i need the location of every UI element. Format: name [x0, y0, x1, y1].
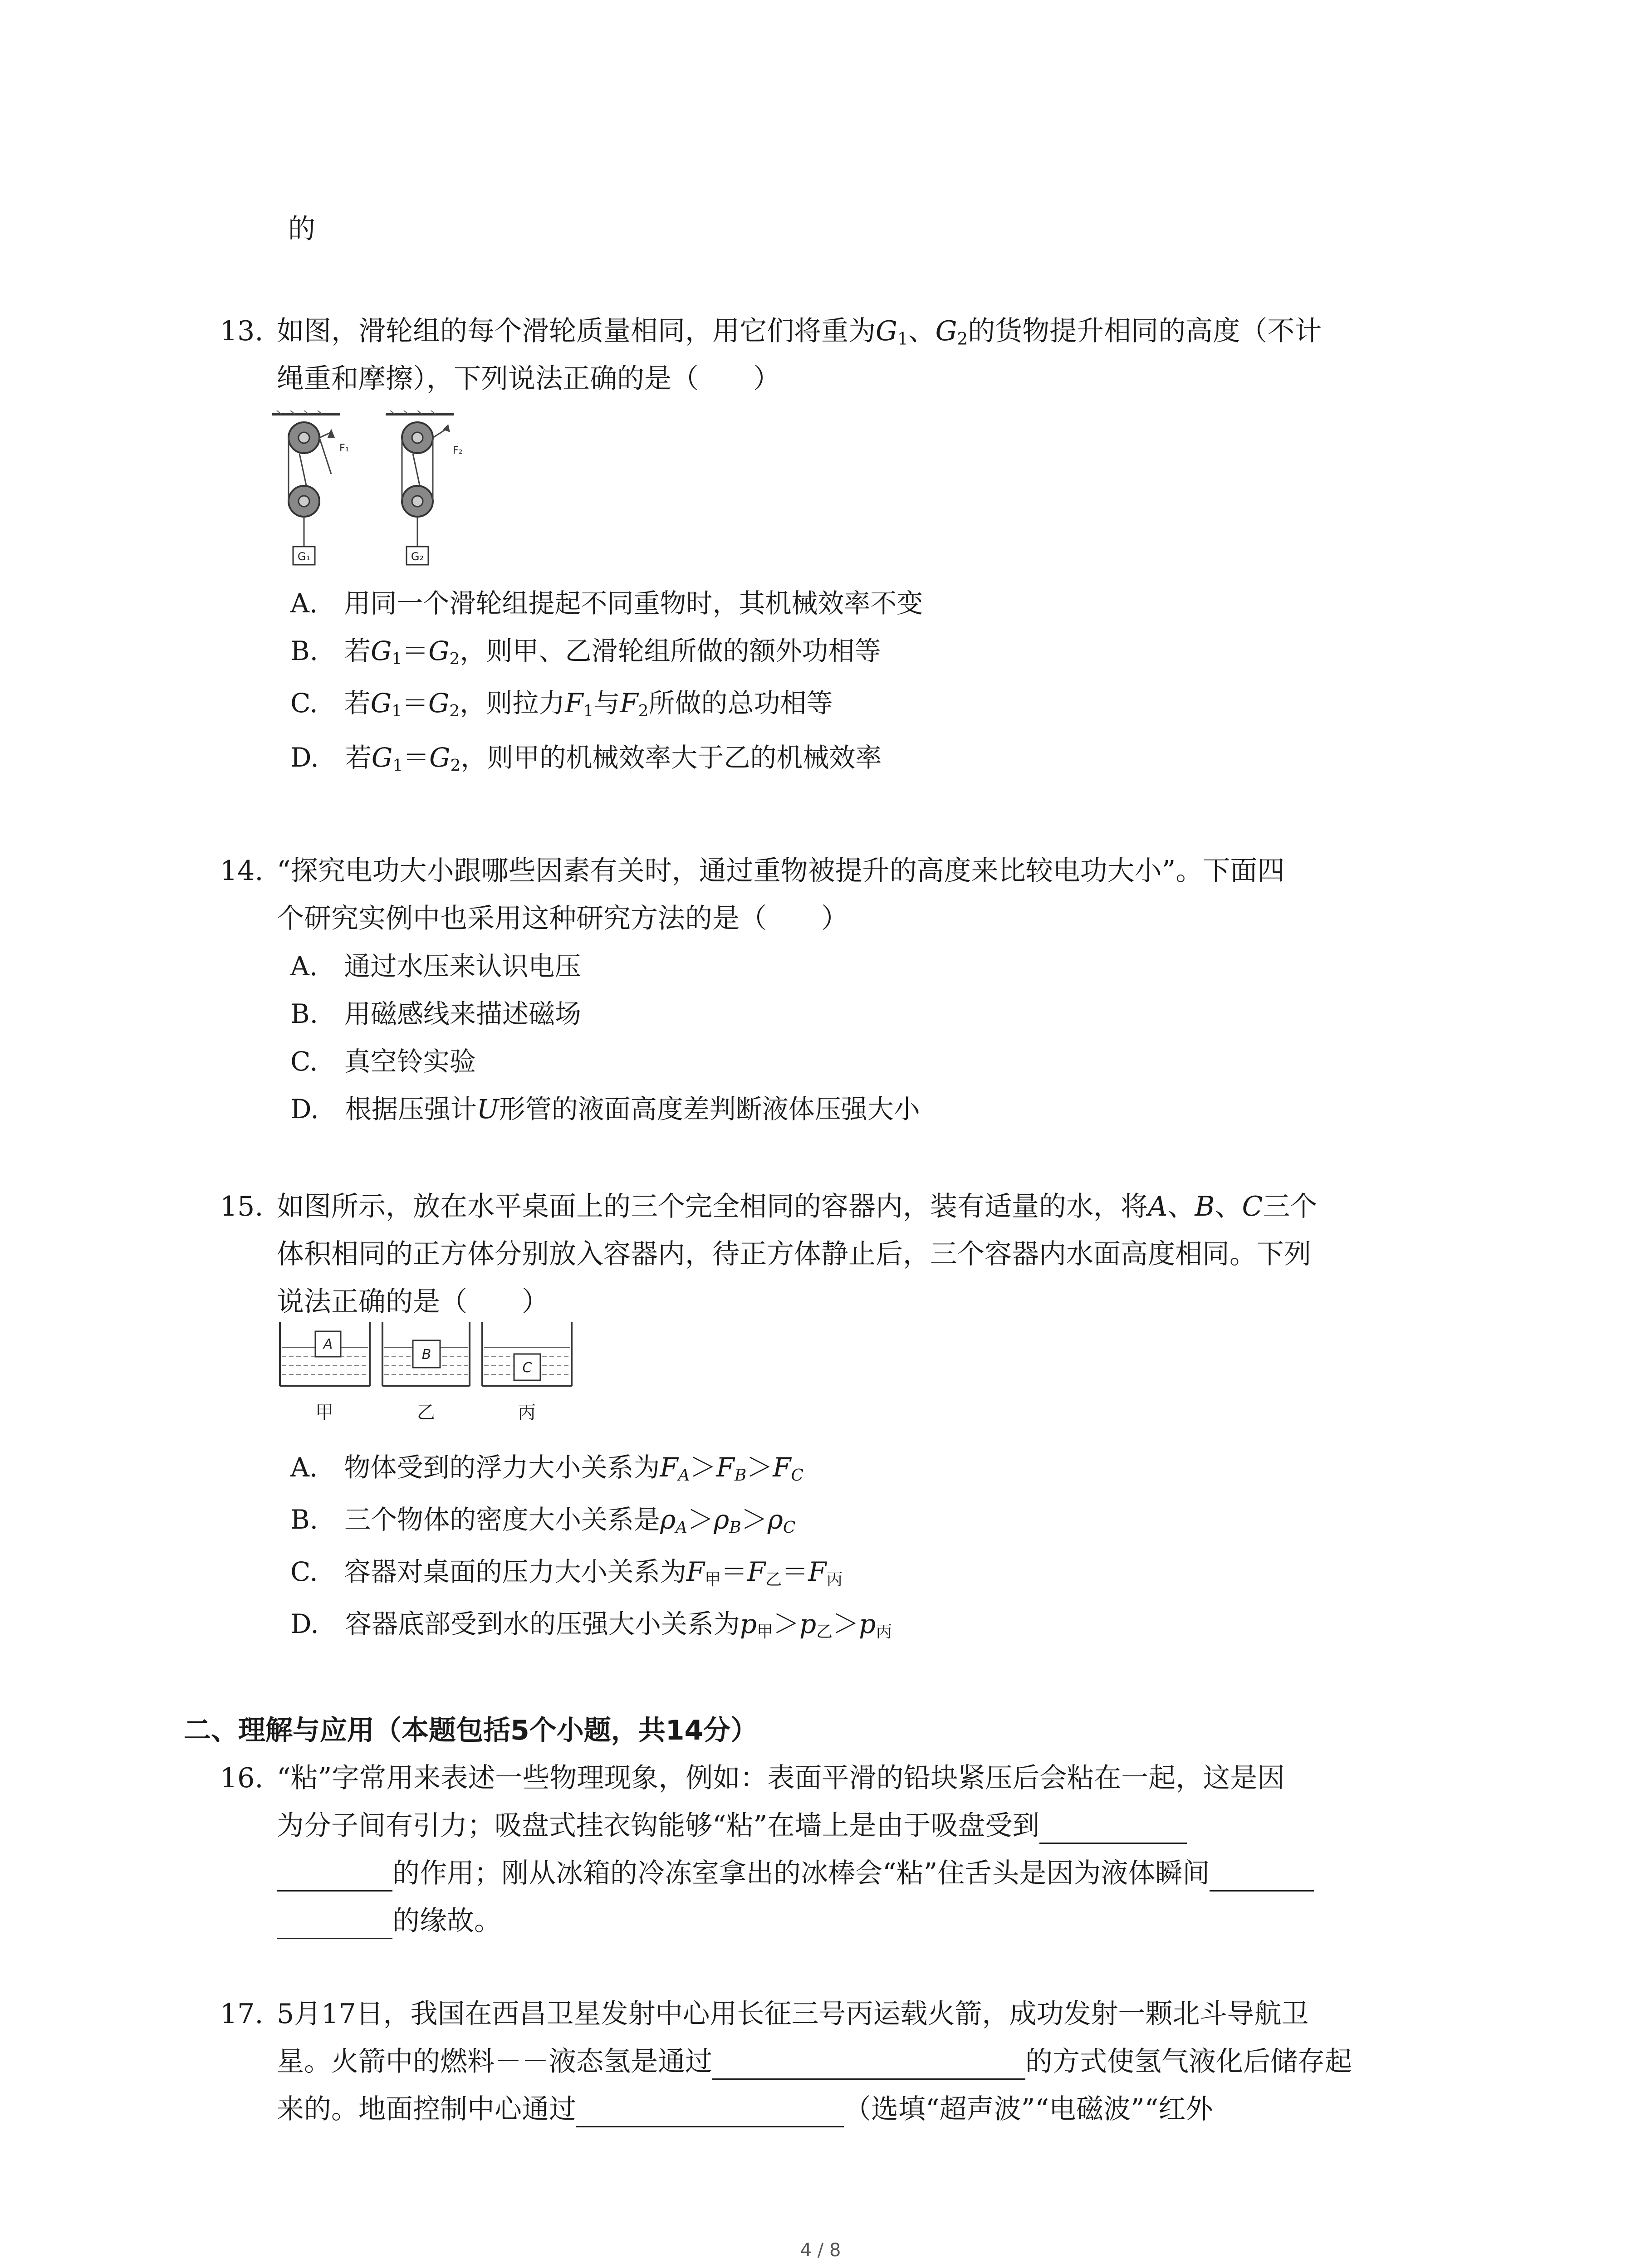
- q15-stem-line2: 体积相同的正方体分别放入容器内，待正方体静止后，三个容器内水面高度相同。下列: [277, 1238, 1311, 1270]
- q17-blank-1[interactable]: [712, 2050, 1025, 2080]
- cube-c-label: C: [522, 1360, 532, 1376]
- q15-stem-line3: 说法正确的是（ ）: [277, 1286, 549, 1318]
- q17-line2: 星。火箭中的燃料－－液态氢是通过 的方式使氢气液化后储存起: [277, 2043, 1352, 2080]
- label-f2: F₂: [453, 445, 463, 456]
- page-number: 4 / 8: [800, 2240, 841, 2261]
- label-bing: 丙: [518, 1402, 536, 1423]
- q15-stem-line1: 如图所示，放在水平桌面上的三个完全相同的容器内，装有适量的水，将A、B、C三个: [277, 1191, 1318, 1222]
- q14-option-a: A. 通过水压来认识电压: [290, 951, 581, 982]
- carryover-text: 的: [288, 213, 315, 245]
- q13-option-d: D. 若$G_1=G_2$，则甲的机械效率大于乙的机械效率: [290, 742, 882, 775]
- q15-option-d: D. 容器底部受到水的压强大小关系为$p_甲>p_乙>p_丙$: [290, 1608, 892, 1641]
- q13-number: 13.: [220, 315, 264, 347]
- containers-figure: [279, 1318, 578, 1427]
- q16-number: 16.: [220, 1762, 264, 1794]
- cube-b-label: B: [421, 1347, 431, 1363]
- q15-number: 15.: [220, 1191, 264, 1222]
- q16-blank-1b[interactable]: [277, 1862, 392, 1892]
- label-g1: G₁: [297, 550, 311, 563]
- q16-line3: 的作用；刚从冰箱的冷冻室拿出的冰棒会“粘”住舌头是因为液体瞬间: [277, 1855, 1314, 1892]
- label-jia: 甲: [315, 1402, 333, 1423]
- q16-blank-1a[interactable]: [1039, 1814, 1187, 1844]
- q17-line3: 来的。地面控制中心通过 （选填“超声波”“电磁波”“红外: [277, 2091, 1213, 2127]
- q14-number: 14.: [220, 855, 264, 887]
- q13-stem-line2: 绳重和摩擦），下列说法正确的是（ ）: [277, 363, 780, 395]
- q16-blank-2b[interactable]: [277, 1910, 392, 1939]
- q13-option-b: B. 若$G_1=G_2$，则甲、乙滑轮组所做的额外功相等: [290, 635, 881, 668]
- q14-stem-line2: 个研究实例中也采用这种研究方法的是（ ）: [277, 903, 848, 934]
- q13-stem-line1: 如图，滑轮组的每个滑轮质量相同，用它们将重为$G_1$、$G_2$的货物提升相同的高度（不计: [277, 315, 1322, 349]
- container-jia: [280, 1322, 370, 1423]
- q14-option-d: D. 根据压强计U形管的液面高度差判断液体压强大小: [290, 1094, 920, 1124]
- q13-option-c: C. 若$G_1=G_2$，则拉力$F_1$与$F_2$所做的总功相等: [290, 688, 833, 720]
- q14-option-c: C. 真空铃实验: [290, 1046, 476, 1077]
- q13-option-a: A. 用同一个滑轮组提起不同重物时，其机械效率不变: [290, 588, 923, 619]
- label-f1: F₁: [339, 443, 349, 454]
- container-bing: [482, 1322, 572, 1423]
- q16-line4: 的缘故。: [277, 1903, 501, 1939]
- q14-stem-line1: “探究电功大小跟哪些因素有关时，通过重物被提升的高度来比较电功大小”。下面四: [277, 855, 1285, 887]
- q14-option-b: B. 用磁感线来描述磁场: [290, 998, 582, 1029]
- label-g2: G₂: [411, 550, 424, 563]
- q16-line1: “粘”字常用来表述一些物理现象，例如：表面平滑的铅块紧压后会粘在一起，这是因: [277, 1762, 1285, 1794]
- q15-option-b: B. 三个物体的密度大小关系是$\rho_A>\rho_B>\rho_C$: [290, 1504, 796, 1537]
- q17-number: 17.: [220, 1998, 264, 2030]
- q17-line1: 5月17日，我国在西昌卫星发射中心用长征三号丙运载火箭，成功发射一颗北斗导航卫: [277, 1998, 1309, 2030]
- pulley-figure: [272, 411, 481, 574]
- label-yi: 乙: [417, 1402, 435, 1423]
- section-heading: 二、理解与应用（本题包括5个小题，共14分）: [184, 1715, 758, 1746]
- q16-line2: 为分子间有引力；吸盘式挂衣钩能够“粘”在墙上是由于吸盘受到: [277, 1808, 1187, 1844]
- q17-blank-2[interactable]: [576, 2098, 844, 2127]
- q16-blank-2a[interactable]: [1210, 1862, 1314, 1892]
- cube-a-label: A: [323, 1336, 333, 1352]
- container-yi: [382, 1322, 470, 1423]
- q15-option-a: A. 物体受到的浮力大小关系为$F_A>F_B>F_C$: [290, 1452, 804, 1485]
- q15-option-c: C. 容器对桌面的压力大小关系为$F_甲=F_乙=F_丙$: [290, 1556, 843, 1589]
